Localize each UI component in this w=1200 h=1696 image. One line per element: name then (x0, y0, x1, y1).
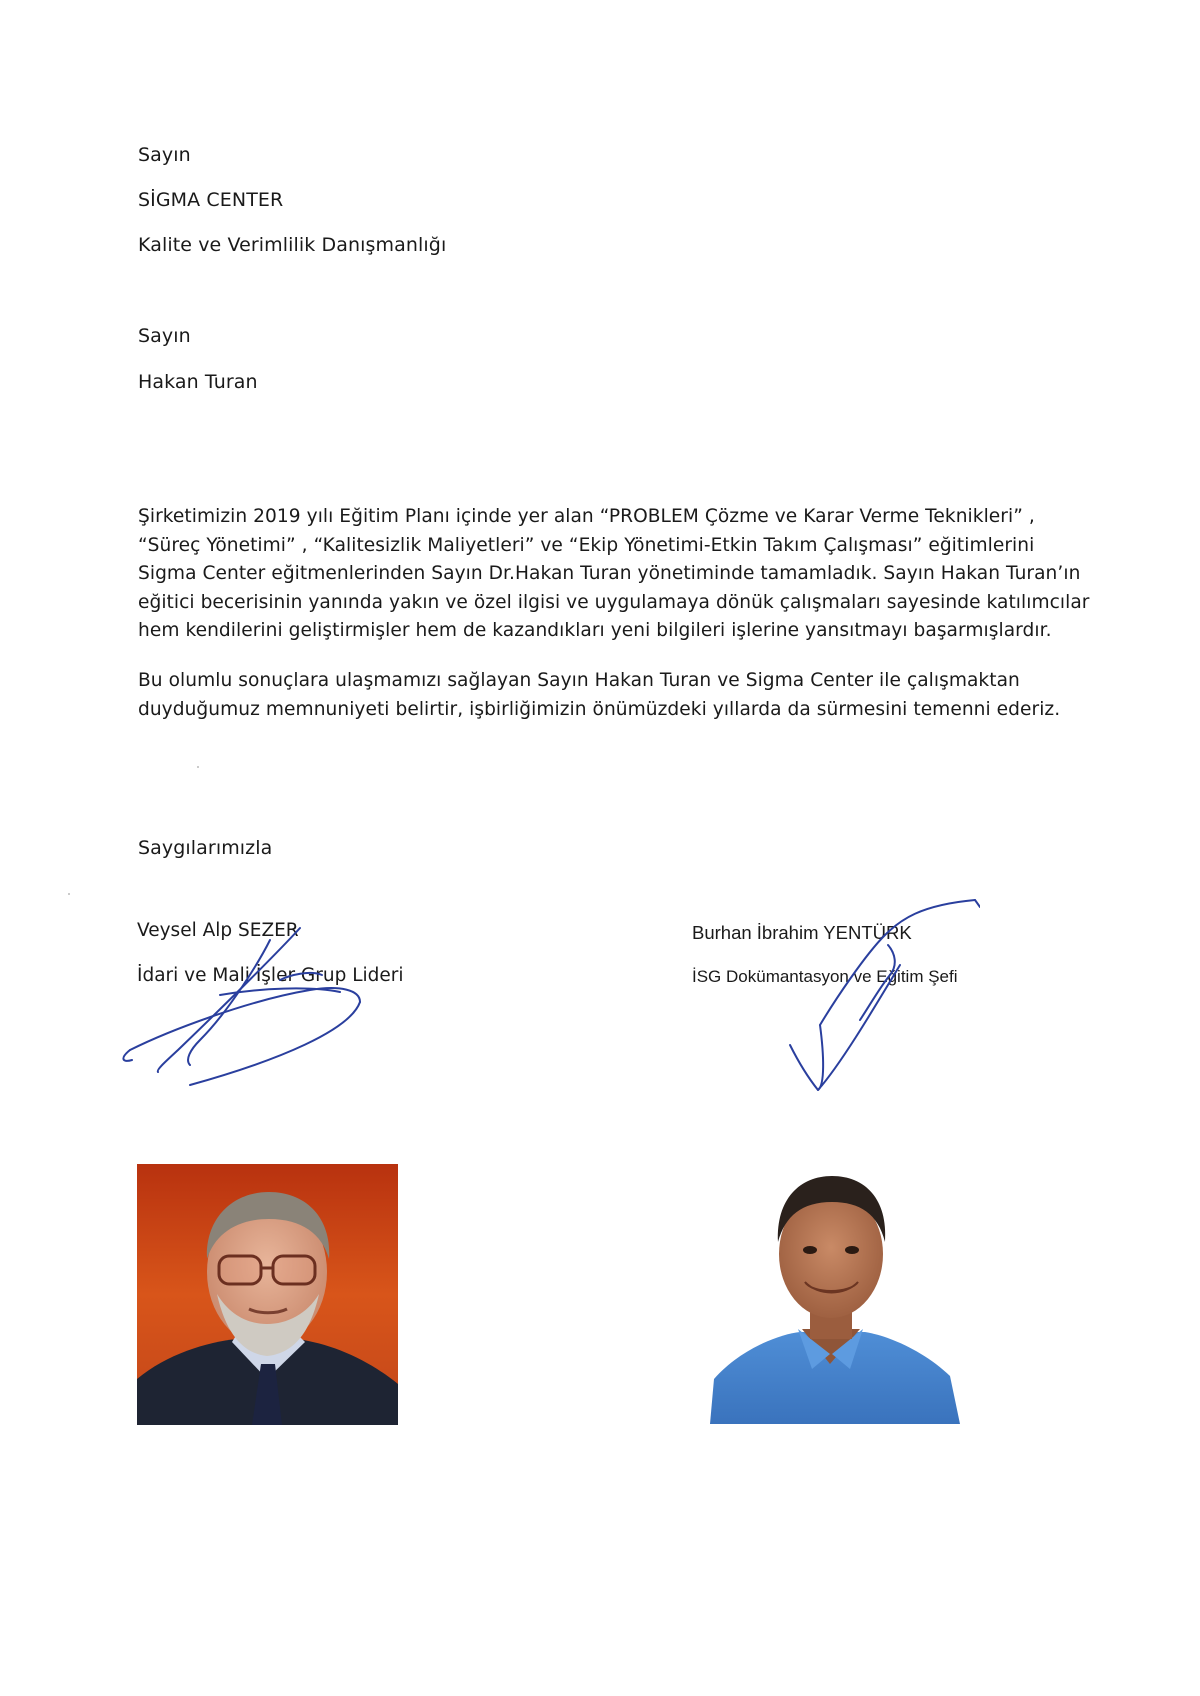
salutation-1: Sayın (138, 144, 191, 166)
salutation-2: Sayın (138, 325, 191, 347)
closing: Saygılarımızla (138, 837, 273, 859)
body-paragraph-2 (138, 667, 1068, 724)
signatory-right-title: İSG Dokümantasyon ve Eğitim Şefi (692, 967, 958, 986)
signatory-right-name: Burhan İbrahim YENTÜRK (692, 922, 912, 943)
scan-speck (197, 766, 199, 768)
handwritten-signature-left-icon (110, 920, 430, 1090)
paragraph-1-line: Sigma Center eğitmenlerinden Sayın Dr.Hakan Turan yönetiminde tamamladık. Sayın Hakan Turan’ın (138, 563, 1081, 585)
signatory-left-name: Veysel Alp SEZER (137, 920, 299, 941)
paragraph-1-line: Şirketimizin 2019 yılı Eğitim Planı içinde yer alan “PROBLEM Çözme ve Karar Verme Teknikleri” , (138, 506, 1035, 527)
recipient-company: SİGMA CENTER (138, 189, 284, 211)
scan-speck (68, 893, 70, 895)
paragraph-2-line: duyduğumuz memnuniyeti belirtir, işbirliğimizin önümüzdeki yıllarda da sürmesini temenni ederiz. (138, 698, 1061, 720)
paragraph-1-line: eğitici becerisinin yanında yakın ve özel ilgisi ve uygulamaya dönük çalışmaları sayesinde katılımcılar (138, 591, 1090, 613)
paragraph-1-line: “Süreç Yönetimi” , “Kalitesizlik Maliyetleri” ve “Ekip Yönetimi-Etkin Takım Çalışması” eğitimlerini (138, 534, 1035, 556)
signatory-left-title: İdari ve Mali İşler Grup Lideri (137, 965, 404, 986)
portrait-photo-right-icon (700, 1164, 962, 1424)
body-paragraph-1 (138, 503, 1090, 646)
recipient-company-subtitle: Kalite ve Verimlilik Danışmanlığı (138, 234, 447, 256)
paragraph-1-line: hem kendilerini geliştirmişler hem de kazandıkları yeni bilgileri işlerine yansıtmayı başarmışlardır. (138, 620, 1052, 642)
handwritten-signature-right-icon (780, 895, 980, 1095)
recipient-person: Hakan Turan (138, 371, 258, 393)
portrait-photo-left-icon (137, 1164, 398, 1425)
paragraph-2-line: Bu olumlu sonuçlara ulaşmamızı sağlayan Sayın Hakan Turan ve Sigma Center ile çalışmaktan (138, 670, 1020, 691)
